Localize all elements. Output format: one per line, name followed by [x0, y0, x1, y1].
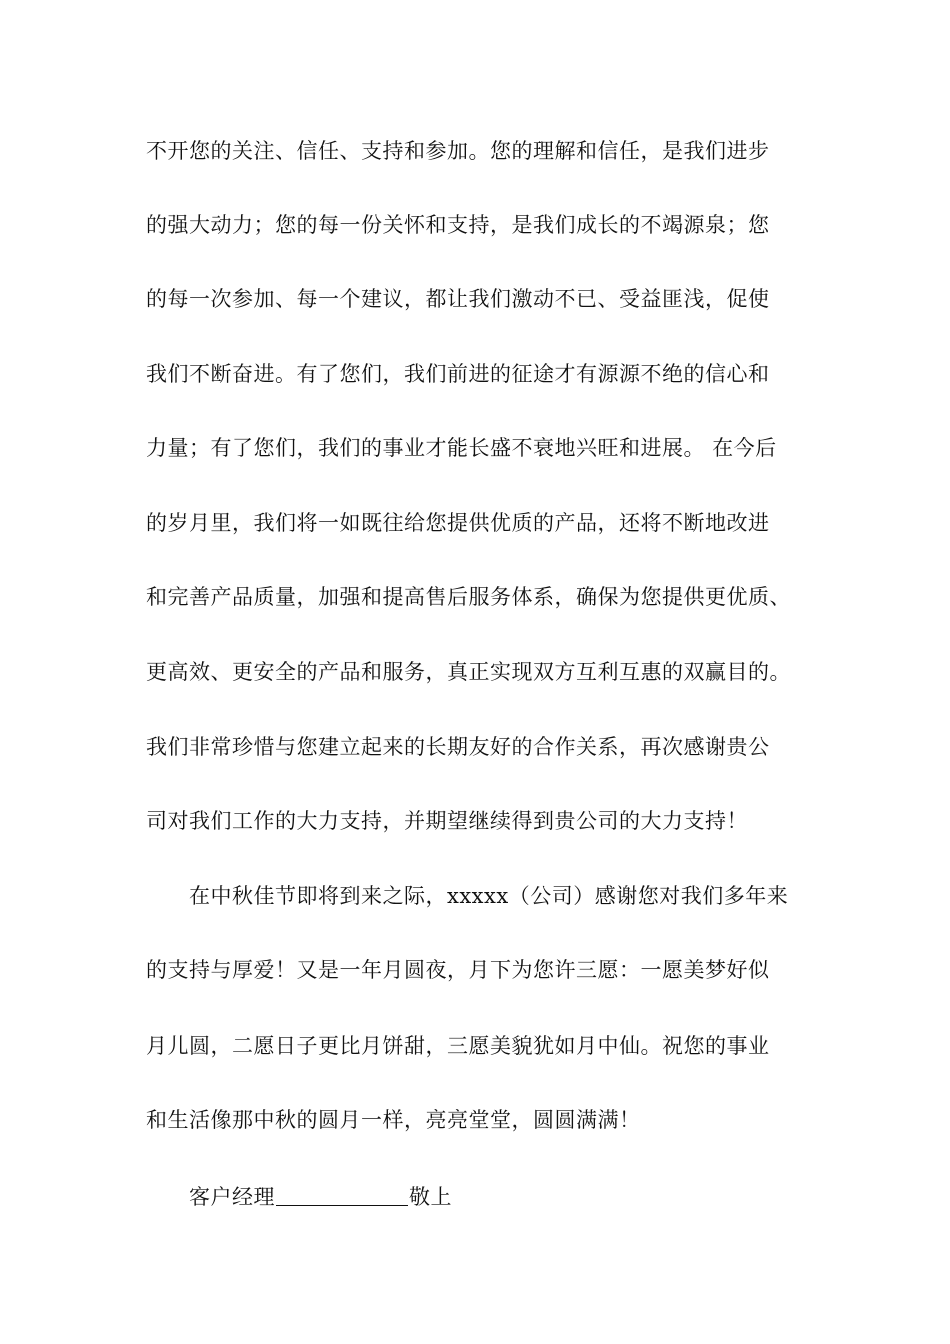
paragraph-2-line-1: 在中秋佳节即将到来之际，xxxxx（公司）感谢您对我们多年来 — [189, 884, 789, 908]
paragraph-2-line-2: 的支持与厚爱！又是一年月圆夜，月下为您许三愿：一愿美梦好似 — [146, 958, 770, 982]
paragraph-1-line-3: 的每一次参加、每一个建议，都让我们激动不已、受益匪浅，促使 — [146, 287, 770, 311]
paragraph-1-line-6: 的岁月里，我们将一如既往给您提供优质的产品，还将不断地改进 — [146, 511, 770, 535]
paragraph-1-line-7: 和完善产品质量，加强和提高售后服务体系，确保为您提供更优质、 — [146, 585, 791, 609]
paragraph-1-line-2: 的强大动力；您的每一份关怀和支持，是我们成长的不竭源泉；您 — [146, 213, 770, 237]
paragraph-1-line-10: 司对我们工作的大力支持，并期望继续得到贵公司的大力支持！ — [146, 809, 748, 833]
paragraph-1-line-8: 更高效、更安全的产品和服务，真正实现双方互利互惠的双赢目的。 — [146, 660, 791, 684]
signature-line — [189, 1185, 452, 1209]
paragraph-1-line-4: 我们不断奋进。有了您们，我们前进的征途才有源源不绝的信心和 — [146, 362, 770, 386]
signature-suffix: 敬上 — [409, 1185, 452, 1209]
paragraph-1-line-5: 力量；有了您们，我们的事业才能长盛不衰地兴旺和进展。 在今后 — [146, 436, 777, 460]
paragraph-2-line-4: 和生活像那中秋的圆月一样，亮亮堂堂，圆圆满满！ — [146, 1108, 641, 1132]
paragraph-1-line-9: 我们非常珍惜与您建立起来的长期友好的合作关系，再次感谢贵公 — [146, 735, 770, 759]
signature-blank — [276, 1185, 408, 1206]
paragraph-2-line-3: 月儿圆，二愿日子更比月饼甜，三愿美貌犹如月中仙。祝您的事业 — [146, 1034, 770, 1058]
signature-prefix: 客户经理 — [189, 1185, 275, 1209]
paragraph-1-line-1: 不开您的关注、信任、支持和参加。您的理解和信任，是我们进步 — [146, 139, 770, 163]
